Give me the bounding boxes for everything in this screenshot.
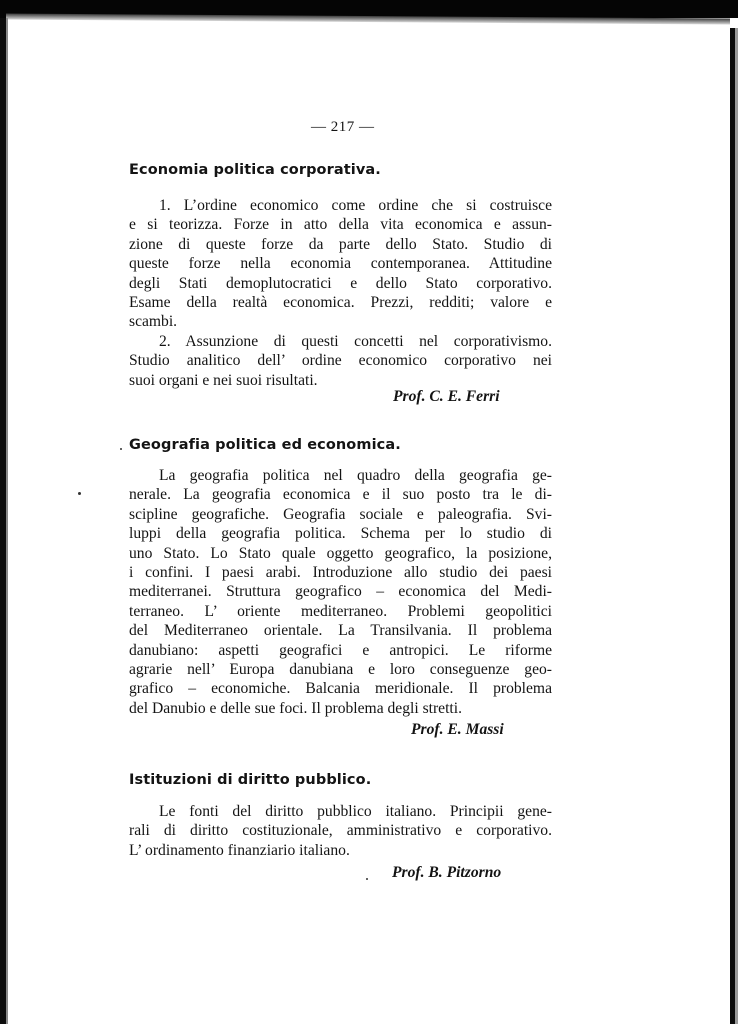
scan-left-border-shadow <box>6 18 8 1024</box>
text-line: L’ ordinamento finanziario italiano. <box>129 841 350 859</box>
text-line: suoi organi e nei suoi risultati. <box>129 371 318 389</box>
section-istituzioni-diritto <box>129 772 552 788</box>
text-line: del Danubio e delle sue foci. Il problema degli stretti. <box>129 699 462 717</box>
text-line: i confini. I paesi arabi. Introduzione allo studio dei paesi <box>129 564 552 582</box>
signature: Prof. B. Pitzorno <box>392 864 502 881</box>
section-title: Istituzioni di diritto pubblico. <box>129 772 372 788</box>
text-line: scipline geografiche. Geografia sociale e paleografia. Svi- <box>129 505 552 523</box>
text-line: zione di queste forze da parte dello Stato. Studio di <box>129 235 552 253</box>
text-line: grafico – economiche. Balcania meridionale. Il problema <box>129 680 552 698</box>
text-line: Le fonti del diritto pubblico italiano. Principii gene- <box>159 803 552 820</box>
scan-speck <box>78 492 81 495</box>
text-line: rali di diritto costituzionale, amministrativo e corporativo. <box>129 822 552 840</box>
scan-speck <box>366 878 368 880</box>
page-number: — 217 — <box>311 119 375 135</box>
text-line: Esame della realtà economica. Prezzi, redditi; valore e <box>129 294 552 312</box>
signature: Prof. E. Massi <box>411 721 504 738</box>
signature: Prof. C. E. Ferri <box>393 388 500 405</box>
text-line: degli Stati demoplutocratici e dello Stato corporativo. <box>129 274 552 292</box>
section-geografia-politica <box>129 437 552 453</box>
text-line: scambi. <box>129 313 178 331</box>
text-line: nerale. La geografia economica e il suo posto tra le di- <box>129 486 552 504</box>
section-body <box>129 802 552 860</box>
text-line: 2. Assunzione di questi concetti nel corporativismo. <box>159 332 552 350</box>
text-line: 1. L’ordine economico come ordine che si costruisce <box>159 197 552 214</box>
text-line: danubiano: aspetti geografici e antropici. Le riforme <box>129 641 552 659</box>
text-line: del Mediterraneo orientale. La Transilvania. Il problema <box>129 622 552 640</box>
scan-speck <box>120 448 122 450</box>
section-title: Economia politica corporativa. <box>129 162 381 178</box>
text-line: luppi della geografia politica. Schema per lo studio di <box>129 525 552 543</box>
text-line: queste forze nella economia contemporanea. Attitudine <box>129 255 552 273</box>
text-line: e si teorizza. Forze in atto della vita economica e assun- <box>129 216 552 234</box>
text-line: Studio analitico dell’ ordine economico corporativo nei <box>129 352 552 370</box>
section-body <box>129 466 552 718</box>
text-line: terraneo. L’ oriente mediterraneo. Problemi geopolitici <box>129 602 552 620</box>
text-line: uno Stato. Lo Stato quale oggetto geografico, la posizione, <box>129 544 552 562</box>
text-line: La geografia politica nel quadro della geografia ge- <box>159 467 552 484</box>
section-economia-politica <box>129 162 552 178</box>
text-line: agrarie nell’ Europa danubiana e loro conseguenze geo- <box>129 661 552 679</box>
section-title: Geografia politica ed economica. <box>129 437 401 453</box>
text-line: mediterranei. Struttura geografico – economica del Medi- <box>129 583 552 601</box>
section-body <box>129 196 552 390</box>
